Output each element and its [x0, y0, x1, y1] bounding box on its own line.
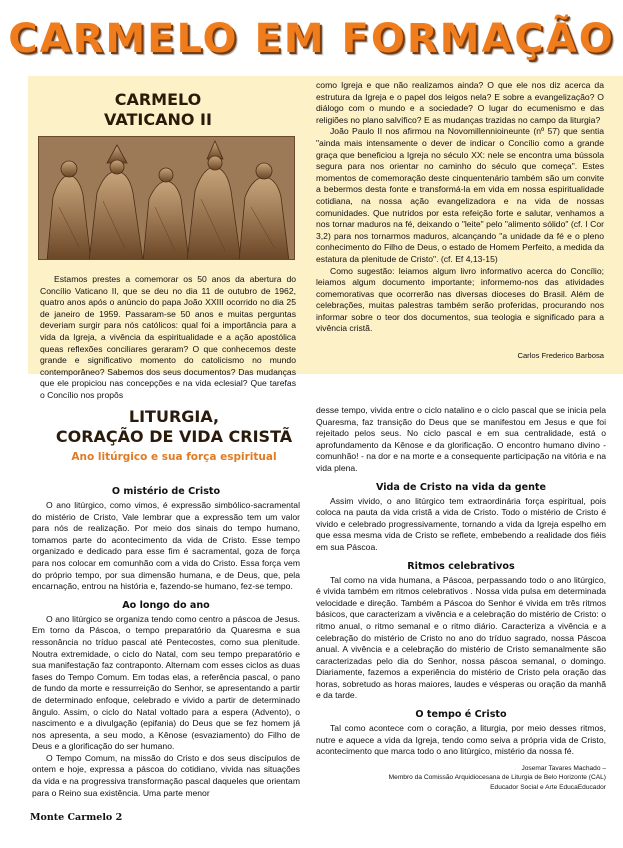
relief-figures-illustration [39, 137, 295, 260]
section-heading: Ritmos celebrativos [407, 560, 515, 572]
article2-signature [316, 764, 606, 793]
article1-title-line1: CARMELO [114, 90, 202, 109]
article1-title-line2: VATICANO II [104, 110, 212, 129]
article2-title [40, 407, 308, 447]
page-footer: Monte Carmelo 2 [30, 812, 123, 823]
article2-column-right [316, 405, 606, 793]
article2-column-left [32, 479, 300, 799]
signature-line: Educador Social e Arte EducaEducador [490, 784, 606, 792]
section-heading: O mistério de Cristo [111, 486, 221, 497]
article1-column-left [40, 274, 296, 402]
article2-paragraph: desse tempo, vivida entre o ciclo natalino e o ciclo pascal que se inicia pela Quaresma, faz transição do Deus que se manifestou em Jesus e que foi rejeitado pelos seus. No ciclo pascal e em sua centralidade, está o aprofundamento da Kênose e da glorificação. O encontro humano divino - comunhão! - na dor e na morte e a consequente participação na vitória e na vida plena. [316, 405, 606, 473]
article1-paragraph: como Igreja e que não realizamos ainda? O que ele nos diz acerca da estrutura da Igreja e o papel dos leigos nela? E sobre a evangelização? O diálogo com o mundo e a sociedade? O lugar do ecumenismo e das religiões no plano salvífico? E as mudanças trazidas no campo da liturgia? [316, 80, 604, 125]
article2-paragraph: Tal como acontece com o coração, a liturgia, por meio desses ritmos, nutre e aquece a vida da Igreja, tendo como seiva a própria vida de Cristo, acontecimento que marca todo o ano litúrgico, mistério da nossa fé. [316, 723, 606, 757]
article1-title [42, 90, 274, 130]
signature-line: Membro da Comissão Arquidiocesana de Liturgia de Belo Horizonte (CAL) [388, 774, 606, 782]
article2-paragraph: O ano litúrgico, como vimos, é expressão simbólico-sacramental do mistério de Cristo, Vale lembrar que a expressão tem um valor para nós de realização. Por meio dos sinais do tempo humano, tomamos parte do acontecimento da vida de Cristo. Esse tempo organizado e dedicado para esse fim é sacramental, goza de força para nos colocar em comunhão com a vida do Cristo. Essa força vem do próprio tempo, por sua dimensão humana, e de Deus, que, pela encarnação, entrou na história e, fazendo-se humano, fez-se tempo. [32, 500, 300, 592]
section-heading: Vida de Cristo na vida da gente [375, 481, 547, 493]
article2-subtitle: Ano litúrgico e sua força espiritual [71, 451, 277, 463]
article2-title-line1: LITURGIA, [128, 407, 220, 426]
article2-paragraph: O Tempo Comum, na missão do Cristo e dos seus discípulos de ontem e hoje, expressa a páscoa do cotidiano, vivida nas situações da vida e na progressiva transformação pascal daqueles que orientam para o Reino sua existência. Uma parte menor [32, 752, 300, 798]
article2-paragraph: O ano litúrgico se organiza tendo como centro a páscoa de Jesus. Em torno da Páscoa, o tempo preparatório da Quaresma e sua ressonância no tríduo pascal até Pentecostes, como sua plenitude. Noutra extremidade, o ciclo do Natal, com seu tempo preparatório e sua manifestação faz contraponto. Alternam com esses ciclos as duas fases do Tempo Comum. Em todas elas, a referência pascal, o pano de fundo da morte e ressurreição do Senhor, se apresentando a partir de determinado enfoque, celebrado e vivido a partir de determinado ângulo. Assim, o ciclo do Natal voltado para a espera (Advento), o nascimento e a divulgação (epifania) do Deus que se fez homem já nos apresenta, a seu modo, a Kênose (esvaziamento) do Filho de Deus e a glorificação do ser humano. [32, 613, 300, 752]
article1-paragraph: Estamos prestes a comemorar os 50 anos da abertura do Concílio Vaticano II, que se deu no dia 11 de outubro de 1962, quatro anos após o anúncio do papa João XXIII ocorrido no dia 25 de janeiro de 1959. Passaram-se 50 anos e muitas perguntas deveriam surgir para nós católicos: qual foi a importância para a vida da Igreja, a vivência da espiritualidade e a ação apostólica queas reflexões conciliares geraram? O que conhecemos deste grande e significativo momento do catolicismo no mundo contemporâneo? Sabemos dos seus documentos? Das mudanças que ele propiciou nas concepções e na vida eclesial? Que tarefas o Concílio nos propôs [40, 274, 296, 400]
masthead-title: CARMELO EM FORMAÇÃO [8, 16, 615, 62]
article1-paragraph: Como sugestão: leiamos algum livro informativo acerca do Concílio; leiamos algum documento importante; informemo-nos das atividades comemorativas que ocorrerão nas diversas dioceses do Brasil. Além de celebrações, muitas palestras também serão proferidas, procurando nos informar sobre o teor dos documentos, sua teologia e significado para a vivência cristã. [316, 265, 604, 334]
article2-title-line2: CORAÇÃO DE VIDA CRISTÃ [55, 427, 293, 446]
bronze-relief-image [38, 136, 295, 260]
article2-paragraph: Tal como na vida humana, a Páscoa, perpassando todo o ano litúrgico, é vivida também em ritmos celebrativos . Nossa vida pulsa em determinada velocidade e direção. Também a Páscoa do Senhor é vivida em três ritmos básicos, que caracterizam a vivência e a celebração do mistério de Cristo: o ritmo anual, o ritmo semanal e o ritmo diário. Caracteriza a vivência e a celebração do mistério de Cristo no ano do tríduo sagrado, nossa Páscoa anual. A vivência e a celebração do mistério de Cristo semanalmente são caracterizadas pelo dia do Senhor, nossa páscoa semanal, o domingo. Diariamente, fazemos a experiência do mistério de Cristo pela oração das horas, sobretudo as horas maiores, laudes e vésperas ou oração da manhã e da tarde. [316, 574, 606, 701]
article1-column-right [316, 80, 604, 335]
article2-paragraph: Assim vivido, o ano litúrgico tem extraordinária força espiritual, pois coloca na pauta da vida cristã a vida de Cristo. Todo o mistério de Cristo é vivido e celebrado progressivamente, tornando a vida da Igreja espelho em que essa mesma vida de Cristo se reflete, embebendo a realidade dos fiéis em sua Páscoa. [316, 495, 606, 552]
signature-line: Josemar Tavares Machado – [521, 764, 606, 772]
article1-signature: Carlos Frederico Barbosa [517, 351, 604, 360]
article1-paragraph: João Paulo II nos afirmou na Novomillennioineunte (nº 57) que sentia "ainda mais intensamente o dever de indicar o Concílio como a grande graça que beneficiou a Igreja no século XX: nele se encontra uma bússola segura para nos orientar no caminho do século que começa". Estes momentos de comemoração deste cinquentenário também são um convite a bebermos desta fonte e transformá-la em vida em nossa espiritualidade cotidiana, na nossa ação evangelizadora e na vida de nossas comunidades. Que nutridos por esta refeição forte e salutar, venhamos a nos tornar maduros na fé, deixando o "leite" pelo "alimento sólido" (cf. I Cor 3,2) para nos tornarmos maduros, alcançando "a unidade da fé e o pleno conhecimento do Filho de Deus, o estado de Homem Perfeito, a medida da estatura da plenitude de Cristo". (cf. Ef 4,13-15) [316, 126, 604, 264]
section-heading: Ao longo do ano [122, 599, 210, 611]
section-heading: O tempo é Cristo [415, 709, 507, 721]
